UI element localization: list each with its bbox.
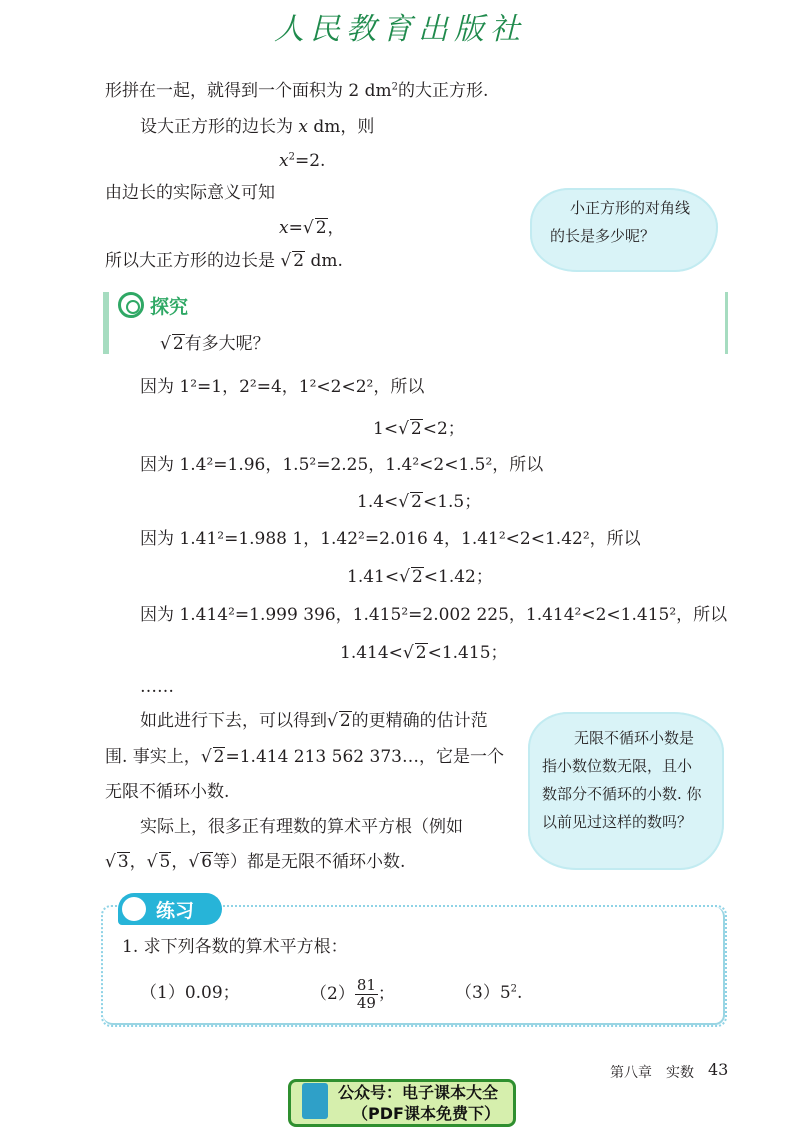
explore-reason-2: 因为 1.4²=1.96，1.5²=2.25，1.4²<2<1.5²，所以 [140,455,544,475]
para-line-1: 如此进行下去，可以得到√ 2的更精确的估计范 [140,711,488,731]
exercise-item-1: （1）0.09； [140,983,240,1003]
explore-ineq-3: 1.41<√ 2<1.42； [347,567,493,587]
explore-ineq-2: 1.4<√ 2<1.5； [357,492,482,512]
explore-reason-4: 因为 1.414²=1.999 396，1.415²=2.002 225，1.414²<2<1.415²，所以 [140,605,728,625]
equation-x-squared: $x^2=2$. [279,151,326,171]
explore-ineq-1: 1<√ 2<2； [373,419,465,439]
explore-icon [118,292,144,318]
publisher-brand: 人民教育出版社 [274,12,526,47]
para-line-3: 无限不循环小数. [105,782,230,802]
para-line-4: 实际上，很多正有理数的算术平方根（例如 [140,817,463,837]
para-line-2: 围. 事实上，√ 2=1.414 213 562 373…，它是一个 [105,747,504,767]
explore-left-bar [103,292,109,354]
explore-reason-3: 因为 1.41²=1.988 1，1.42²=2.016 4，1.41²<2<1.42²，所以 [140,529,641,549]
exercise-tag-icon [122,897,146,921]
explore-ineq-4: 1.414<√ 2<1.415； [340,643,508,663]
explore-ellipsis: …… [140,677,174,697]
explore-question: √ 2有多大呢？ [160,334,270,354]
chapter-footer: 第八章 实数 [610,1065,694,1081]
exercise-item-3: $(3)5^2$. [455,983,523,1003]
explore-title: 探究 [150,296,189,318]
equation-x-sqrt2: x=√ 2， [279,218,345,238]
body-line-3: 由边长的实际意义可知 [105,183,275,203]
exercise-title: 练习 [156,900,195,922]
exercise-question-1: 1. 求下列各数的算术平方根： [122,937,348,957]
explore-right-bar [725,292,728,354]
promo-line-2: （PDF课本免费下） [352,1104,500,1123]
book-icon [302,1083,328,1119]
exercise-item-2: （2） $\frac{81}{49}$ ； [310,976,395,1012]
thought-cloud-diagonal: 小正方形的对角线 的长是多少呢？ [530,188,718,272]
body-line-4: 所以大正方形的边长是 √ 2 dm. [105,251,343,271]
body-line-2: 设大正方形的边长为 x dm，则 [140,117,375,137]
body-line-1: 形拼在一起，就得到一个面积为 2 $dm^2$的大正方形. [105,81,489,101]
promo-line-1: 公众号：电子课本大全 [338,1083,499,1102]
thought-cloud-definition: 无限不循环小数是 指小数位数无限，且小 数部分不循环的小数. 你 以前见过这样的数吗？ [528,712,724,870]
page-number: 43 [708,1060,729,1079]
para-line-5: √ 3，√ 5，√ 6等）都是无限不循环小数. [105,852,406,872]
explore-reason-1: 因为 1²=1，2²=4，1²<2<2²，所以 [140,377,425,397]
